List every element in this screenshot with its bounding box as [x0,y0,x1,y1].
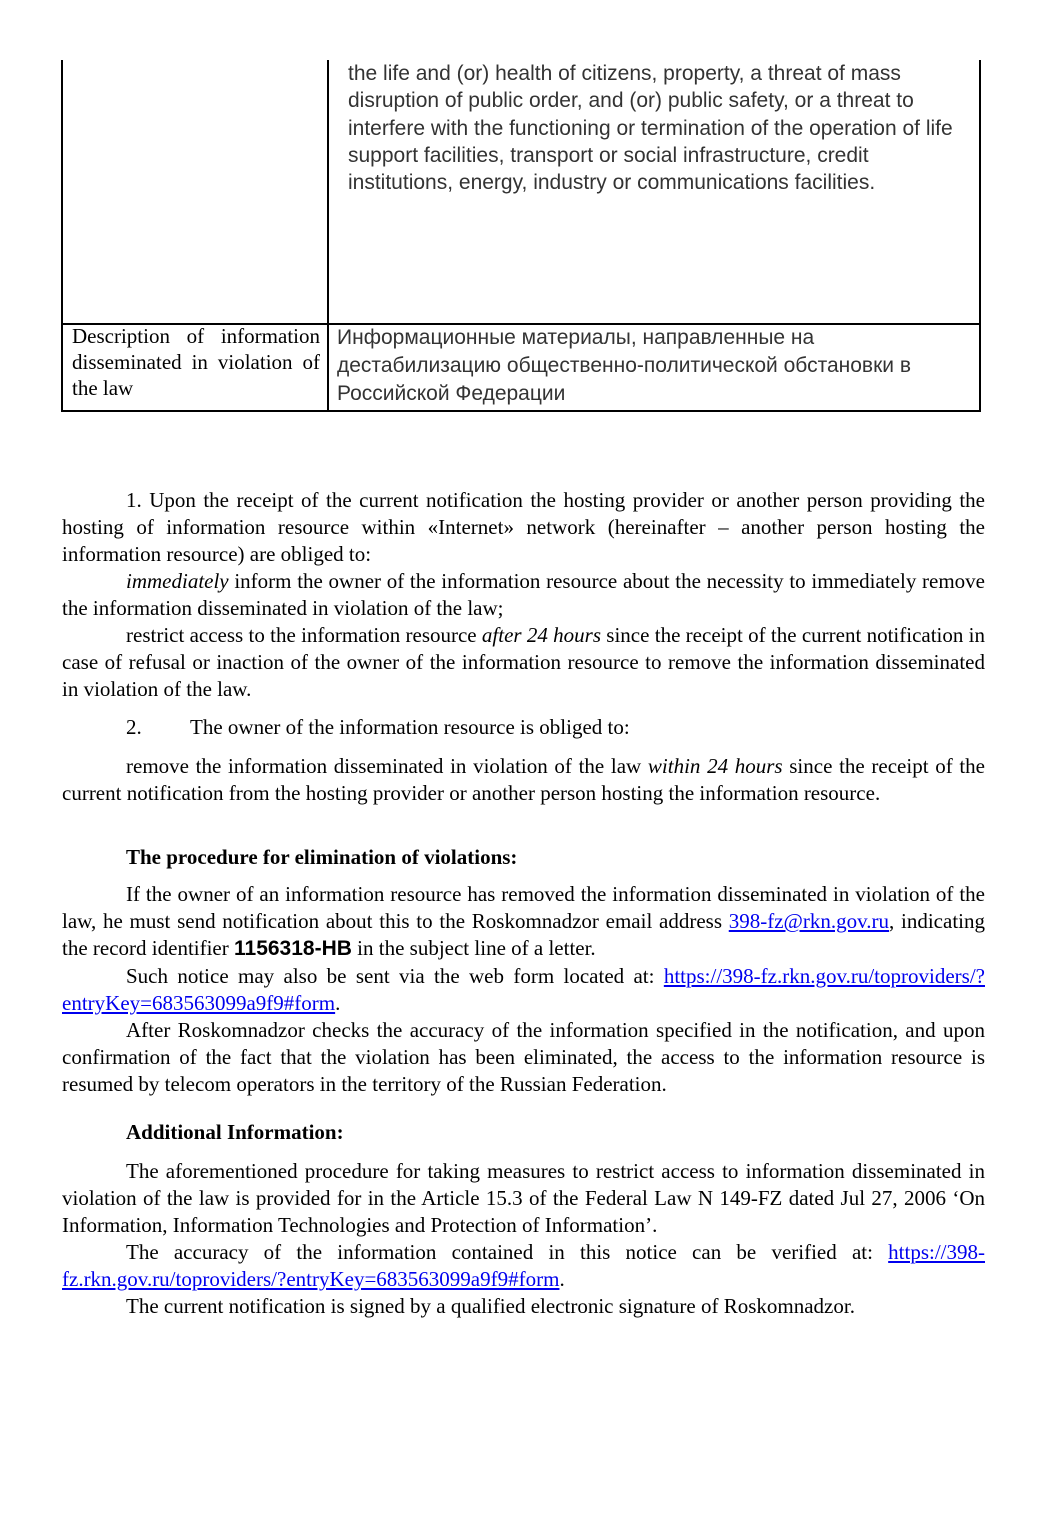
record-identifier: 1156318-HB [234,937,352,961]
list-title: The owner of the information resource is obliged to: [190,715,630,739]
paragraph-text: If the owner of an information resource has removed the information disseminated in violation of the law, he must send notification about this to the Roskomnadzor email address [62,882,985,934]
obligation-restrict-paragraph [62,622,985,704]
paragraph-text: . [559,1267,565,1292]
emphasis-text: after 24 hours [481,623,602,647]
paragraph-text: . [335,991,341,1016]
owner-obligation-heading [126,714,630,741]
paragraph-text: Such notice may also be sent via the web form located at: [126,964,664,988]
paragraph-text: , indicating the record identifier [62,909,985,961]
verify-link[interactable]: https://398-fz.rkn.gov.ru/toproviders/?entryKey=683563099a9f9#form [62,1240,985,1292]
procedure-resume-paragraph: After Roskomnadzor checks the accuracy of the information specified in the notification, and upon confirmation of the fact that the violation has been eliminated, the access to the information resource is resumed by telecom operators in the territory of the Russian Federation. [62,1018,985,1097]
obligation-inform-paragraph [62,568,985,622]
webform-link[interactable]: https://398-fz.rkn.gov.ru/toproviders/?entryKey=683563099a9f9#form [62,964,985,1016]
additional-verify-paragraph [62,1239,985,1293]
paragraph-text: since the receipt of the current notification in case of refusal or inaction of the owner of the information resource to remove the information disseminated in violation of the law. [62,623,986,702]
additional-law-paragraph: The aforementioned procedure for taking measures to restrict access to information disseminated in violation of the law is provided for in the Article 15.3 of the Federal Law N 149-FZ dated Jul 27, 2006 ‘On Information, Information Technologies and Protection of Information’. [62,1159,985,1238]
table-cell-description: Информационные материалы, направленные на дестабилизацию общественно-политической обстановки в Российской Федерации [337,326,911,405]
email-link[interactable]: 398-fz@rkn.gov.ru [728,909,890,934]
table-cell-label: Description of information disseminated in violation of the law [72,324,320,400]
list-number: 2. [126,715,142,739]
paragraph-text: since the receipt of the current notification from the hosting provider or another person hosting the information resource. [62,754,986,806]
table-cell-threat-text: the life and (or) health of citizens, property, a threat of mass disruption of public order, and (or) public safety, or a threat to interfere with the functioning or termination of the operation of life support facilities, transport or social infrastructure, credit institutions, energy, industry or communications facilities. [348,62,953,195]
procedure-heading: The procedure for elimination of violations: [126,845,518,869]
procedure-webform-paragraph [62,963,985,1017]
paragraph-text: The accuracy of the information contained in this notice can be verified at: [126,1240,889,1264]
owner-obligation-paragraph [62,753,985,807]
paragraph-text: inform the owner of the information resource about the necessity to immediately remove the information disseminated in violation of the law; [62,569,985,621]
table-column-divider [327,323,329,410]
paragraph-text: restrict access to the information resource [126,623,482,647]
additional-info-heading: Additional Information: [126,1120,344,1144]
table-row [61,323,981,412]
table-row [61,60,981,325]
emphasis-text: within 24 hours [647,754,783,778]
procedure-email-paragraph [62,881,985,963]
obligations-intro-paragraph: 1. Upon the receipt of the current notification the hosting provider or another person providing the hosting of information resource within «Internet» network (hereinafter – another person hosting the information resource) are obliged to: [62,488,985,567]
table-column-divider [327,60,329,323]
emphasis-text: immediately [126,569,229,593]
paragraph-text: remove the information disseminated in violation of the law [126,754,648,778]
signature-note-paragraph: The current notification is signed by a qualified electronic signature of Roskomnadzor. [126,1294,855,1318]
paragraph-text: in the subject line of a letter. [351,936,596,961]
